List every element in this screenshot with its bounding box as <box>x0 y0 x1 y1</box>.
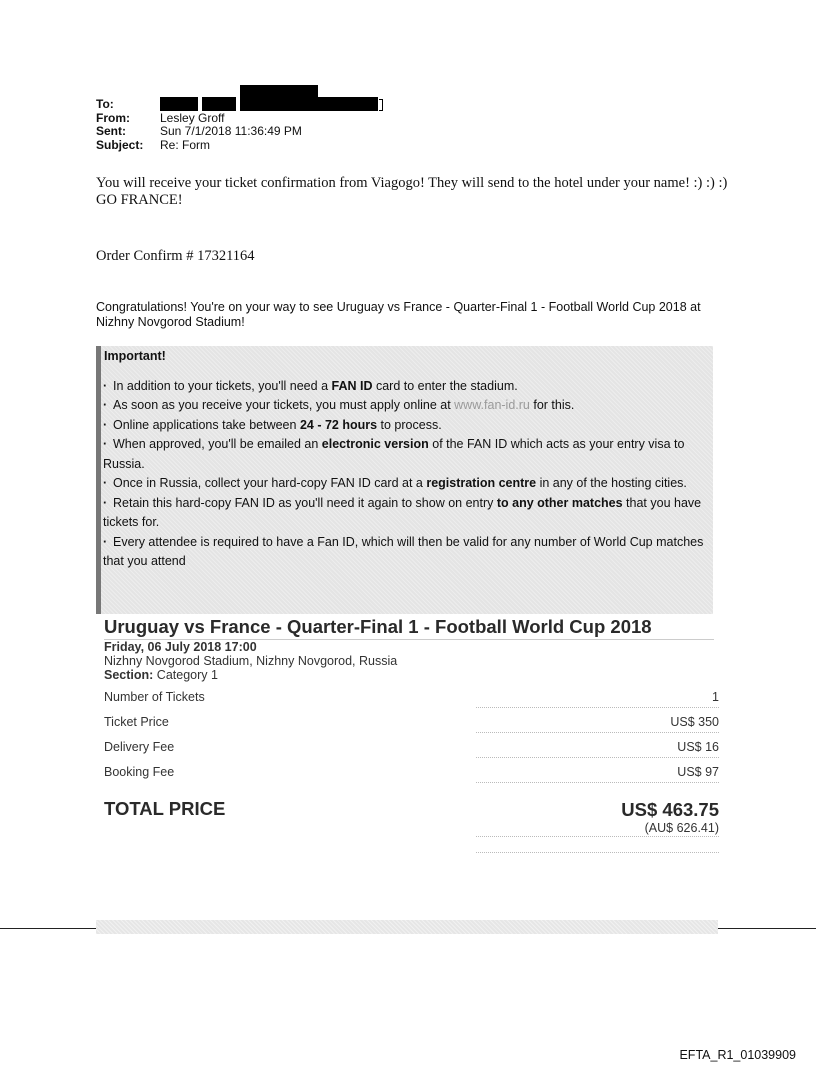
text: Every attendee is required to have a Fan ID, which will then be valid for any number of World Cup matches that you attend <box>103 534 704 568</box>
important-item <box>103 416 705 436</box>
section-value: Category 1 <box>156 668 218 682</box>
from-value: Lesley Groff <box>160 110 225 125</box>
price-label: Number of Tickets <box>104 690 205 704</box>
important-item <box>103 474 705 494</box>
congrats-text: Congratulations! You're on your way to see Uruguay vs France - Quarter-Final 1 - Football World Cup 2018 at Nizhny Novgorod Stadium! <box>96 300 701 329</box>
subject-row <box>96 139 383 153</box>
event-section <box>104 668 397 682</box>
price-value: US$ 16 <box>677 740 719 754</box>
redaction-block <box>240 85 318 111</box>
sent-value: Sun 7/1/2018 11:36:49 PM <box>160 124 302 138</box>
total-value: US$ 463.75 <box>621 799 719 820</box>
to-row <box>96 98 383 112</box>
important-list <box>101 377 713 572</box>
message-line-2: GO FRANCE! <box>96 192 183 208</box>
event-venue: Nizhny Novgorod Stadium, Nizhny Novgorod, Russia <box>104 654 398 668</box>
fan-id-link[interactable]: www.fan-id.ru <box>454 398 530 412</box>
important-item <box>103 533 705 572</box>
dotted-divider <box>476 836 719 837</box>
total-aud-value: (AU$ 626.41) <box>644 821 719 835</box>
price-row <box>104 690 719 706</box>
order-confirm: Order Confirm # 17321164 <box>96 248 255 264</box>
text: that you have tickets for. <box>103 495 702 529</box>
price-value: 1 <box>712 690 719 704</box>
text: Once in Russia, collect your hard-copy FAN ID card at a <box>113 476 427 490</box>
from-label: From: <box>96 110 130 125</box>
subject-value: Re: Form <box>160 137 211 152</box>
event-title: Uruguay vs France - Quarter-Final 1 - Football World Cup 2018 <box>104 616 714 640</box>
text: of the FAN ID which acts as your entry visa to Russia. <box>103 437 685 471</box>
footer-bar <box>96 920 718 934</box>
price-row <box>104 715 719 731</box>
redaction-block <box>160 97 198 111</box>
text: In addition to your tickets, you'll need a <box>113 378 332 393</box>
important-title: Important! <box>104 349 166 363</box>
dotted-divider <box>476 732 719 733</box>
horizontal-rule <box>0 928 96 929</box>
important-item <box>103 377 705 397</box>
sent-label: Sent: <box>96 124 126 138</box>
price-label: Ticket Price <box>104 715 169 729</box>
price-row <box>104 765 719 781</box>
document-id: EFTA_R1_01039909 <box>679 1048 796 1062</box>
price-value: US$ 97 <box>677 765 719 779</box>
redaction-bracket <box>379 99 383 111</box>
message-body <box>96 175 736 209</box>
horizontal-rule <box>718 928 816 929</box>
redaction-block <box>318 97 378 111</box>
dotted-divider <box>476 852 719 853</box>
text-bold: electronic version <box>321 437 429 451</box>
to-redacted <box>160 98 383 111</box>
text: As soon as you receive your tickets, you must apply online at <box>113 398 455 412</box>
text-bold: 24 - 72 hours <box>299 417 378 432</box>
text-bold: to any other matches <box>496 495 623 510</box>
price-label: Booking Fee <box>104 765 175 779</box>
text-bold: FAN ID <box>331 378 373 393</box>
event-date: Friday, 06 July 2018 17:00 <box>104 640 257 654</box>
section-label: Section: <box>104 668 154 682</box>
text: for this. <box>529 398 575 412</box>
total-label: TOTAL PRICE <box>104 798 226 819</box>
price-value: US$ 350 <box>670 715 719 729</box>
important-box <box>96 346 713 614</box>
message-line-1: You will receive your ticket confirmation from Viagogo! They will send to the hotel under your name! :) :) :) <box>96 175 728 191</box>
important-item <box>103 494 705 533</box>
from-row <box>96 112 383 126</box>
email-header <box>96 98 383 152</box>
dotted-divider <box>476 707 719 708</box>
important-item <box>103 435 705 474</box>
text: card to enter the stadium. <box>372 378 518 393</box>
sent-row <box>96 125 383 139</box>
price-row <box>104 740 719 756</box>
redaction-block <box>202 97 236 111</box>
subject-label: Subject: <box>96 137 144 152</box>
event-info <box>104 640 397 682</box>
dotted-divider <box>476 782 719 783</box>
price-label: Delivery Fee <box>104 740 175 754</box>
text: When approved, you'll be emailed an <box>113 437 322 451</box>
to-label: To: <box>96 97 114 111</box>
important-item <box>103 396 705 416</box>
text-bold: registration centre <box>426 476 537 490</box>
dotted-divider <box>476 757 719 758</box>
text: to process. <box>377 417 442 432</box>
text: in any of the hosting cities. <box>536 476 687 490</box>
text: Online applications take between <box>113 417 300 432</box>
text: Retain this hard-copy FAN ID as you'll need it again to show on entry <box>113 495 497 510</box>
